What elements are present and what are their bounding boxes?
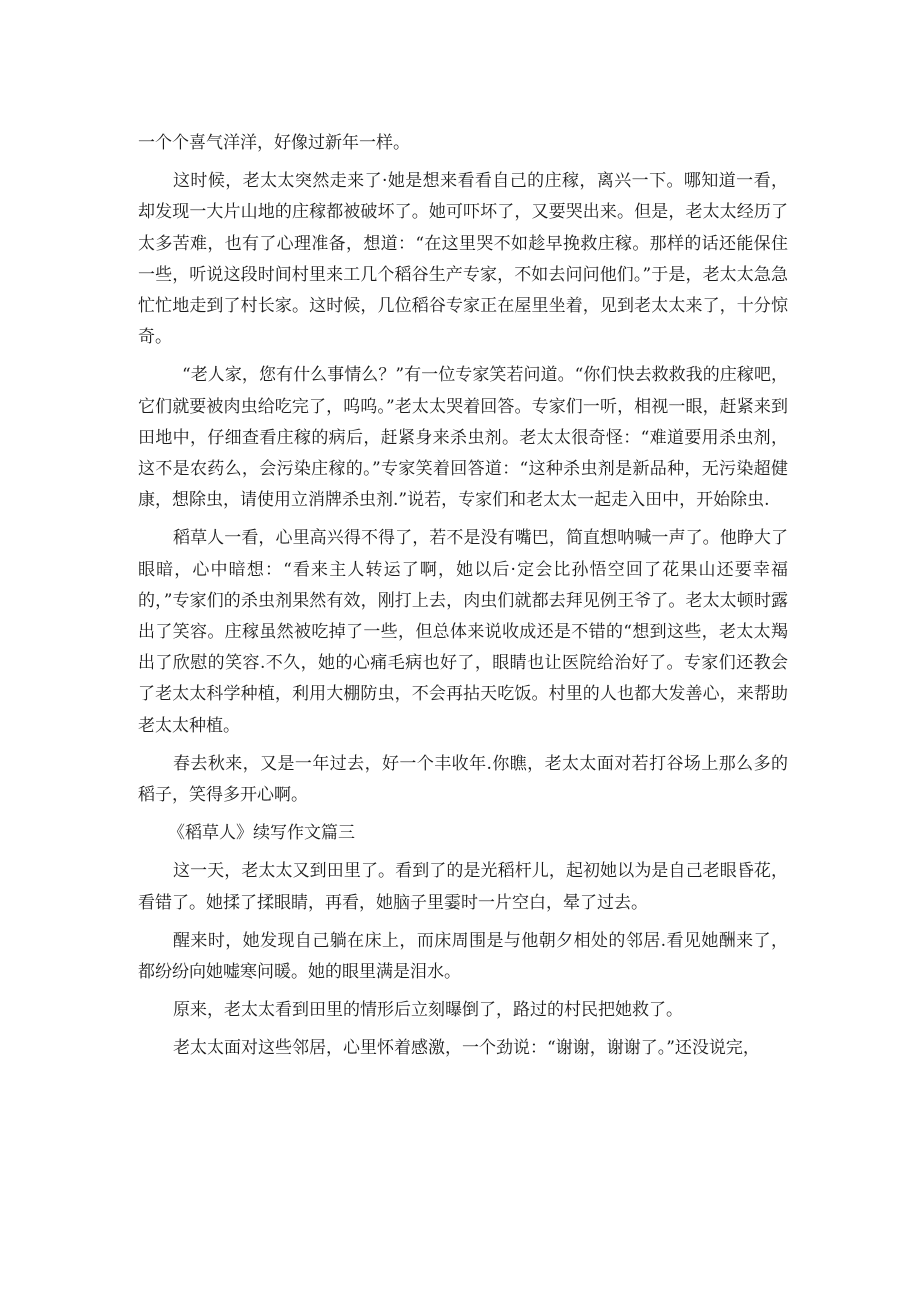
paragraph-2: 这时候，老太太突然走来了·她是想来看看自己的庄稼，离兴一下。哪知道一看，却发现一大片山地的庄稼都被破坏了。她可吓坏了，又要哭出来。但是，老太太经历了太多苦难，也有了心理准备，想道：“在这里哭不如趁早挽救庄稼。那样的话还能保住一些，听说这段时间村里来工几个稻谷生产专家，不如去问问他们。”于是，老太太急急忙忙地走到了村长家。这时候，几位稻谷专家正在屋里坐着，见到老太太来了，十分惊奇。 xyxy=(138,171,788,348)
paragraph-9: 老太太面对这些邻居，心里怀着感激，一个劲说：“谢谢，谢谢了。”还没说完， xyxy=(173,1038,760,1059)
paragraph-3: “老人家，您有什么事情么？”有一位专家笑若问道。“你们快去救救我的庄稼吧，它们就要被肉虫给吃完了，呜呜。”老太太哭着回答。专家们一听，相视一眼，赶紧来到田地中，仔细查看庄稼的病后，赶紧身来杀虫剂。老太太很奇怪：“难道要用杀虫剂，这不是农药么，会污染庄稼的。”专家笑着回答道：“这种杀虫剂是新品种，无污染超健康，想除虫，请使用立消牌杀虫剂.”说若，专家们和老太太一起走入田中，开始除虫. xyxy=(138,365,788,511)
paragraph-8: 原来，老太太看到田里的情形后立刻曝倒了，路过的村民把她救了。 xyxy=(173,1000,683,1021)
paragraph-4: 稻草人一看，心里高兴得不得了，若不是没有嘴巴，简直想呐喊一声了。他睁大了眼暗，心中暗想：“看来主人转运了啊，她以后·定会比孙悟空回了花果山还要幸福的，”专家们的杀虫剂果然有效，刚打上去，肉虫们就都去拜见例王爷了。老太太顿时露出了笑容。庄稼虽然被吃掉了一些，但总体来说收成还是不错的“想到这些，老太太羯出了欣慰的笑容.不久，她的心痛毛病也好了，眼睛也让医院给治好了。专家们还教会了老太太科学种植，利用大棚防虫，不会再拈天吃饭。村里的人也都大发善心，来帮助老太太种植。 xyxy=(138,528,788,736)
paragraph-6: 这一天，老太太又到田里了。看到了的是光稻杆儿，起初她以为是自己老眼昏花，看错了。她揉了揉眼睛，再看，她脑子里霎时一片空白，晕了过去。 xyxy=(138,861,788,913)
paragraph-5: 春去秋来，又是一年过去，好一个丰收年.你瞧，老太太面对若打谷场上那么多的稻子，笑得多开心啊。 xyxy=(138,753,788,806)
section-heading: 《稻草人》续写作文篇三 xyxy=(168,823,355,844)
document-body xyxy=(138,128,788,1072)
paragraph-1: 一个个喜气洋洋，好像过新年一样。 xyxy=(138,133,410,153)
paragraph-7: 醒来时，她发现自己躺在床上，而床周围是与他朝夕相处的邻居.看见她酬来了，都纷纷向她嘘寒问暖。她的眼里满是泪水。 xyxy=(138,930,788,983)
